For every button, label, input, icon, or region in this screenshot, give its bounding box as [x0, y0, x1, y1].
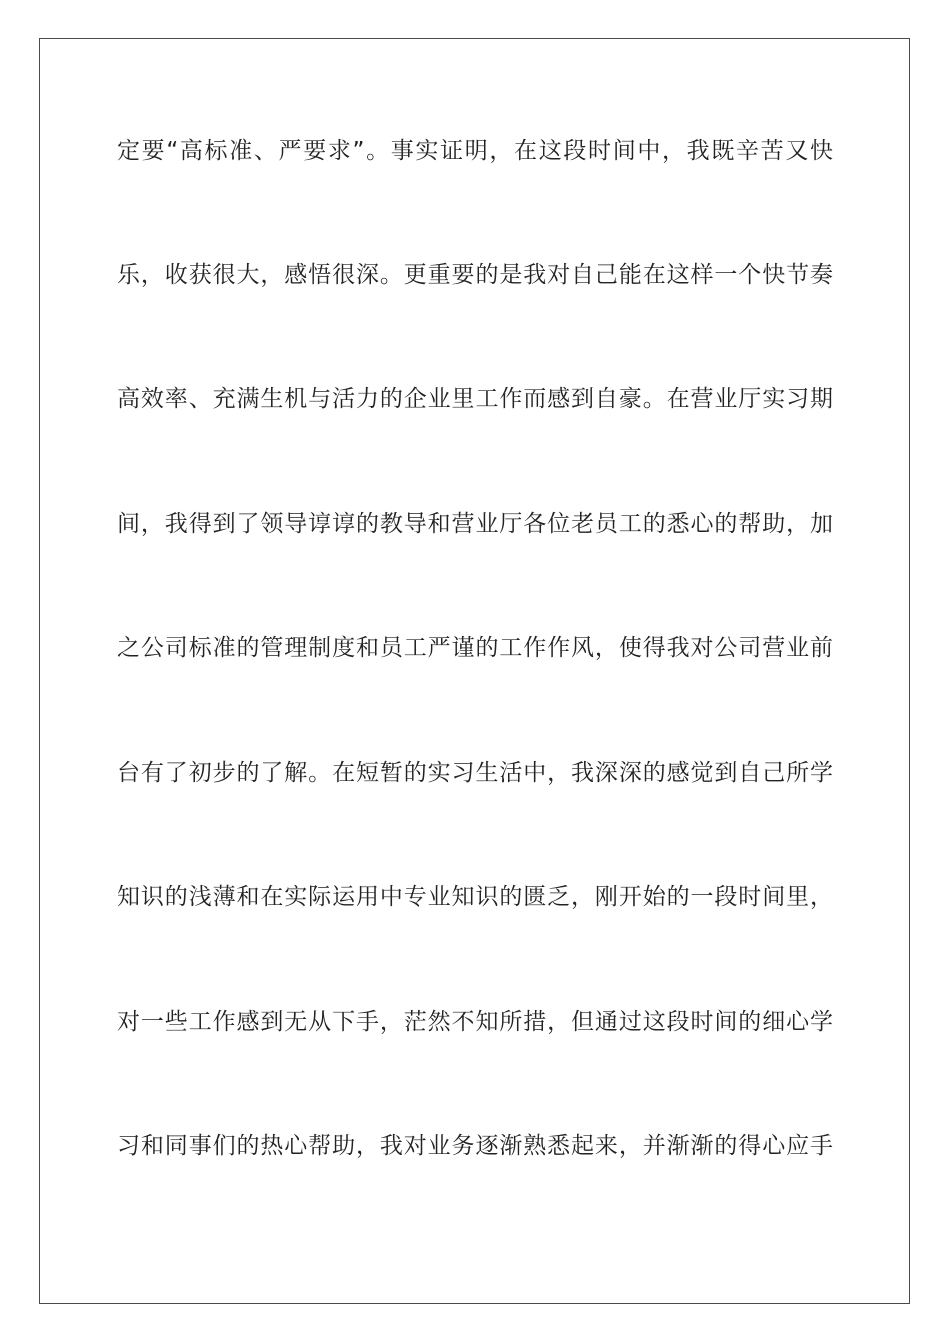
paragraph-line: 知识的浅薄和在实际运用中专业知识的匮乏，刚开始的一段时间里，: [117, 884, 833, 910]
paragraph-line: 定要“高标准、严要求”。事实证明，在这段时间中，我既辛苦又快: [117, 138, 833, 164]
paragraph-line: 习和同事们的热心帮助，我对业务逐渐熟悉起来，并渐渐的得心应手: [117, 1133, 833, 1159]
page-border: [39, 38, 910, 1304]
paragraph-line: 高效率、充满生机与活力的企业里工作而感到自豪。在营业厅实习期: [117, 386, 833, 412]
paragraph-line: 间，我得到了领导谆谆的教导和营业厅各位老员工的悉心的帮助，加: [117, 511, 833, 537]
paragraph-line: 对一些工作感到无从下手，茫然不知所措，但通过这段时间的细心学: [117, 1009, 833, 1035]
paragraph-line: 之公司标准的管理制度和员工严谨的工作作风，使得我对公司营业前: [117, 635, 833, 661]
paragraph-line: 乐，收获很大，感悟很深。更重要的是我对自己能在这样一个快节奏: [117, 262, 833, 288]
paragraph-line: 台有了初步的了解。在短暂的实习生活中，我深深的感觉到自己所学: [117, 760, 833, 786]
